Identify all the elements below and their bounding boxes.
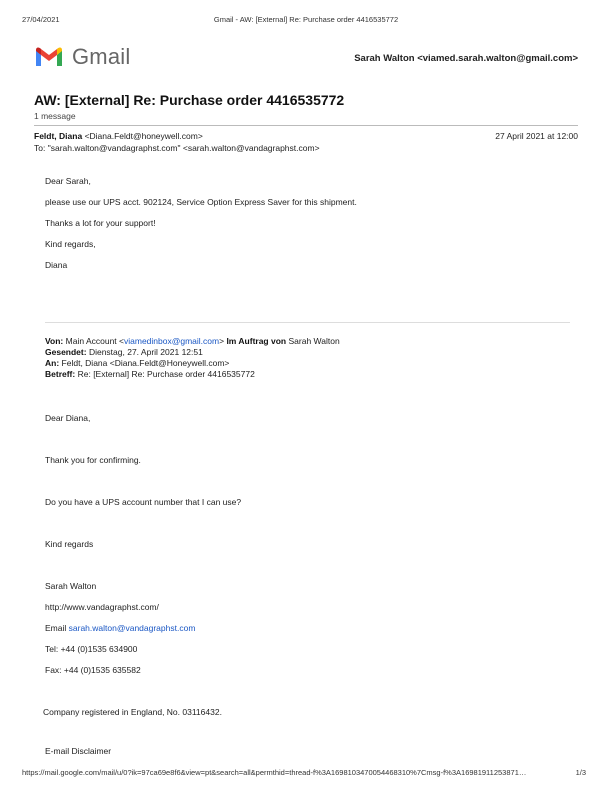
quoted-line: Dear Diana,: [45, 413, 91, 423]
to-label: An:: [45, 358, 60, 368]
email-label: Email: [45, 623, 67, 633]
body-line: Diana: [45, 260, 68, 270]
body-line: Thanks a lot for your support!: [45, 218, 156, 228]
subject-value: Re: [External] Re: Purchase order 4416535772: [77, 369, 255, 379]
divider: [34, 125, 578, 126]
account-name: Sarah Walton <viamed.sarah.walton@gmail.com>: [354, 53, 578, 64]
sender-name: Feldt, Diana: [34, 131, 83, 141]
thread-subject: AW: [External] Re: Purchase order 4416535772: [34, 92, 345, 108]
quote-subject: [45, 369, 255, 379]
print-date: 27/04/2021: [22, 15, 60, 24]
recipient-line: To: "sarah.walton@vandagraphst.com" <sarah.walton@vandagraphst.com>: [34, 143, 320, 153]
subject-label: Betreff:: [45, 369, 76, 379]
on-behalf-name: Sarah Walton: [288, 336, 340, 346]
gmail-wordmark: Gmail: [72, 44, 131, 69]
quoted-line: Kind regards: [45, 539, 94, 549]
fax-line: Fax: +44 (0)1535 635582: [45, 665, 141, 675]
to-value: Feldt, Diana <Diana.Feldt@Honeywell.com>: [61, 358, 230, 368]
sender-email: <Diana.Feldt@honeywell.com>: [84, 131, 203, 141]
company-line: Company registered in England, No. 03116432.: [43, 707, 222, 717]
email-link[interactable]: sarah.walton@vandagraphst.com: [68, 623, 196, 633]
quoted-line: Do you have a UPS account number that I can use?: [45, 497, 242, 507]
disclaimer-line: E-mail Disclaimer: [45, 746, 112, 756]
from-email-link[interactable]: viamedinbox@gmail.com: [124, 336, 220, 346]
body-line: Dear Sarah,: [45, 176, 91, 186]
quoted-line: Sarah Walton: [45, 581, 97, 591]
body-line: Kind regards,: [45, 239, 96, 249]
message-date: 27 April 2021 at 12:00: [495, 131, 578, 141]
quote-from: [45, 336, 340, 346]
email-line: [45, 623, 195, 633]
footer-url: https://mail.google.com/mail/u/0?ik=97ca69e8f6&view=pt&search=all&permthid=thread-f%3A1698103470054468310%7Cmsg-f%3A16981911253871…: [22, 768, 527, 777]
quoted-line: Thank you for confirming.: [45, 455, 141, 465]
footer-page-number: 1/3: [575, 768, 586, 777]
message-count: 1 message: [34, 111, 76, 121]
sent-value: Dienstag, 27. April 2021 12:51: [88, 347, 203, 357]
quote-divider: [45, 322, 570, 323]
print-title: Gmail - AW: [External] Re: Purchase order 4416535772: [213, 15, 399, 24]
gmail-m-icon: [34, 46, 64, 68]
from-name: Main Account <: [65, 336, 124, 346]
quote-to: [45, 358, 229, 368]
sent-label: Gesendet:: [45, 347, 87, 357]
from-bracket: >: [219, 336, 225, 346]
from-label: Von:: [45, 336, 64, 346]
body-line: please use our UPS acct. 902124, Service Option Express Saver for this shipment.: [45, 197, 357, 207]
on-behalf-label: Im Auftrag von: [226, 336, 287, 346]
gmail-logo[interactable]: [34, 44, 130, 70]
website-link[interactable]: http://www.vandagraphst.com/: [45, 602, 159, 612]
quote-sent: [45, 347, 203, 357]
sender-line: [34, 131, 203, 141]
tel-line: Tel: +44 (0)1535 634900: [45, 644, 138, 654]
